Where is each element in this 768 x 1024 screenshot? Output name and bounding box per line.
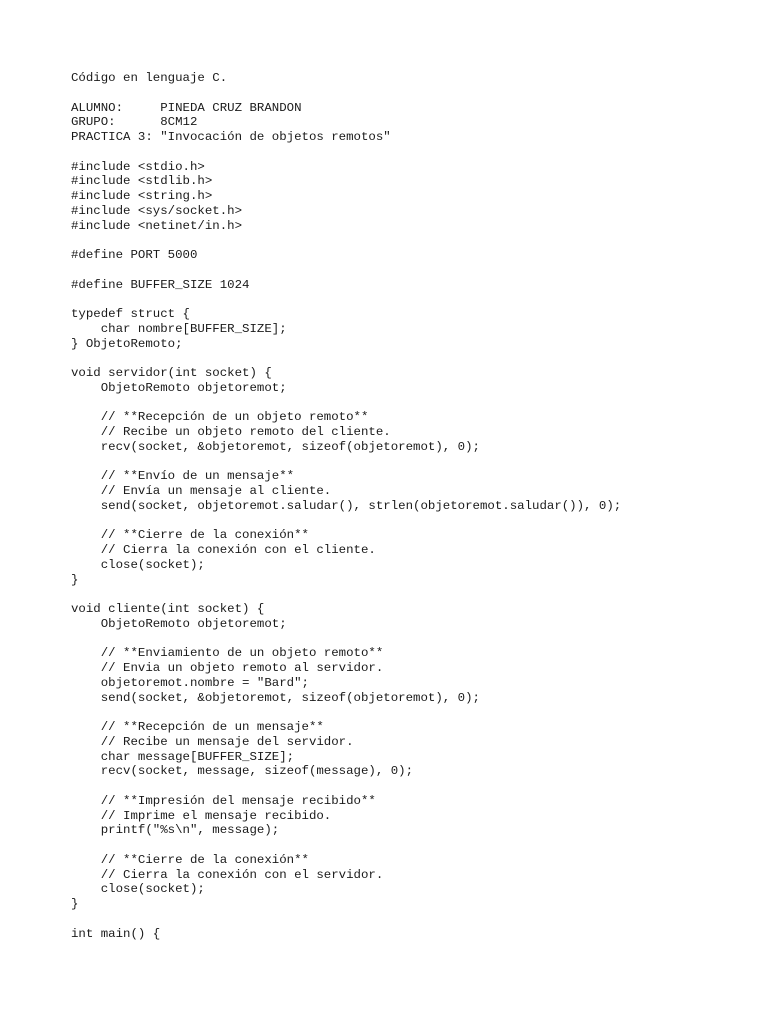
blank-line [71,233,621,248]
student-group: GRUPO: 8CM12 [71,115,198,130]
code-line: objetoremot.nombre = "Bard"; [71,675,309,690]
code-line: close(socket); [71,882,205,897]
blank-line [71,514,621,529]
code-line: recv(socket, &objetoremot, sizeof(objetoremot), 0); [71,439,480,454]
code-line: recv(socket, message, sizeof(message), 0); [71,764,414,779]
blank-line [71,145,621,160]
blank-line [71,587,621,602]
blank-line [71,705,621,720]
code-comment: // Envia un objeto remoto al servidor. [71,661,384,675]
code-line: int main() { [71,926,161,941]
code-line: #include <stdlib.h> [71,174,213,189]
code-line: } ObjetoRemoto; [71,336,183,351]
code-comment: // **Enviamiento de un objeto remoto** [71,646,384,661]
document-title: Código en lenguaje C. [71,71,228,85]
blank-line [71,396,621,411]
blank-line [71,86,621,101]
blank-line [71,351,621,366]
code-line: } [71,572,79,587]
code-comment: // Cierra la conexión con el cliente. [71,543,376,557]
code-listing [71,71,621,941]
code-line: ObjetoRemoto objetoremot; [71,616,287,631]
code-line: char message[BUFFER_SIZE]; [71,749,295,764]
code-comment: // Recibe un objeto remoto del cliente. [71,425,391,439]
blank-line [71,292,621,307]
code-comment: // **Cierre de la conexión** [71,852,309,867]
code-line: send(socket, objetoremot.saludar(), strlen(objetoremot.saludar()), 0); [71,498,622,513]
code-line: #define BUFFER_SIZE 1024 [71,277,250,292]
code-comment: // Cierra la conexión con el servidor. [71,867,384,882]
code-line: #include <sys/socket.h> [71,203,243,218]
code-line: char nombre[BUFFER_SIZE]; [71,321,287,336]
blank-line [71,455,621,470]
code-comment: // **Recepción de un objeto remoto** [71,410,369,425]
code-line: typedef struct { [71,307,190,321]
code-line: close(socket); [71,557,205,572]
code-line: #include <stdio.h> [71,159,205,174]
code-line: } [71,897,79,911]
student-name: ALUMNO: PINEDA CRUZ BRANDON [71,100,302,115]
code-comment: // **Recepción de un mensaje** [71,720,324,734]
blank-line [71,263,621,278]
code-comment: // Imprime el mensaje recibido. [71,808,332,823]
code-line: send(socket, &objetoremot, sizeof(objetoremot), 0); [71,690,480,705]
blank-line [71,632,621,647]
code-line: #include <netinet/in.h> [71,218,243,233]
code-line: #define PORT 5000 [71,248,198,262]
code-comment: // Recibe un mensaje del servidor. [71,734,354,749]
code-line: void servidor(int socket) { [71,366,272,380]
code-comment: // **Cierre de la conexión** [71,528,309,543]
blank-line [71,912,621,927]
practice-title: PRACTICA 3: "Invocación de objetos remotos" [71,130,391,144]
code-line: ObjetoRemoto objetoremot; [71,380,287,395]
code-line: printf("%s\n", message); [71,823,280,838]
code-comment: // Envía un mensaje al cliente. [71,484,332,498]
code-line: #include <string.h> [71,189,213,203]
blank-line [71,838,621,853]
blank-line [71,779,621,794]
code-comment: // **Envío de un mensaje** [71,469,295,484]
code-comment: // **Impresión del mensaje recibido** [71,793,376,808]
code-line: void cliente(int socket) { [71,602,265,616]
